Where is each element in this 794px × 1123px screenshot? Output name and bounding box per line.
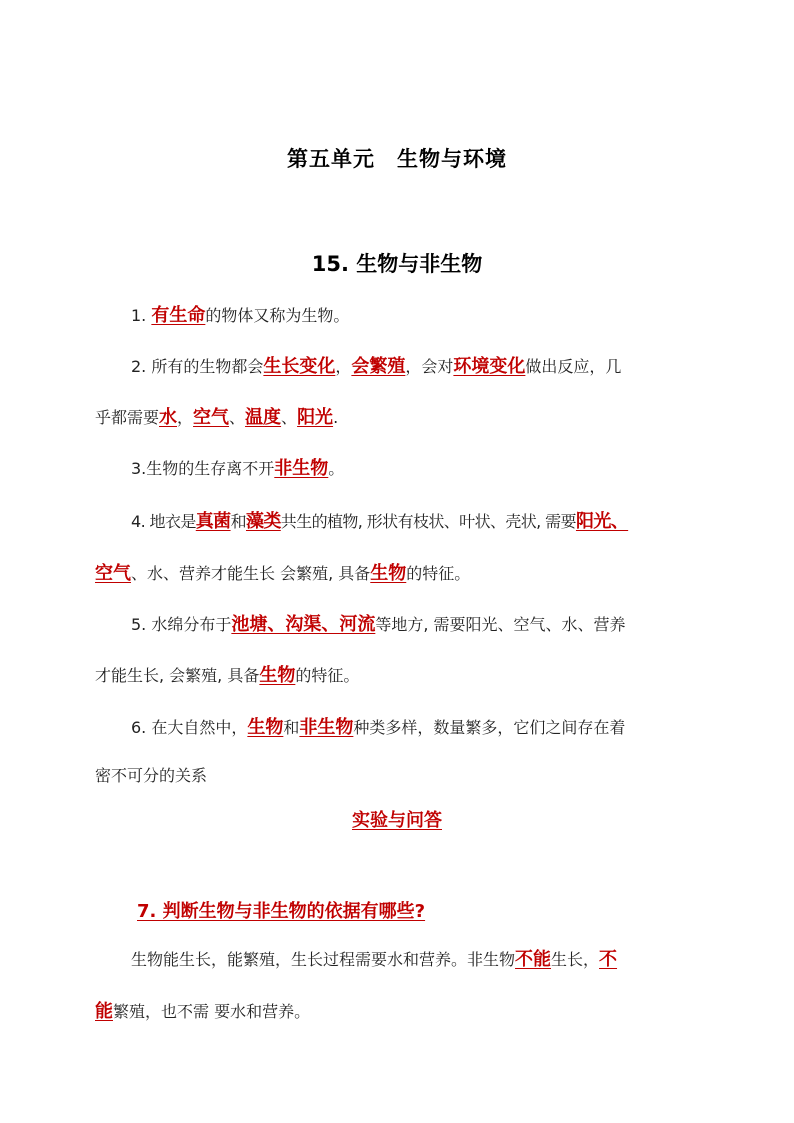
text: ， bbox=[177, 408, 194, 427]
answer-blank: 非生物 bbox=[274, 458, 329, 479]
text: 、 bbox=[229, 408, 246, 427]
answer-line-2 bbox=[95, 1000, 310, 1024]
text: 3.生物的生存离不开 bbox=[131, 459, 275, 478]
answer-line-1 bbox=[131, 948, 617, 972]
unit-title bbox=[0, 143, 794, 173]
section-heading: 实验与问答 bbox=[352, 810, 442, 831]
answer-blank: 环境变化 bbox=[453, 356, 526, 377]
text: 生长， bbox=[551, 950, 600, 969]
answer-blank: 藻类 bbox=[245, 511, 281, 532]
text: 2. 所有的生物都会 bbox=[131, 357, 264, 376]
text: 密不可分的关系 bbox=[95, 766, 208, 785]
item-1 bbox=[131, 304, 349, 328]
text: 做出反应，几 bbox=[525, 357, 622, 376]
item-6-cont bbox=[95, 764, 207, 788]
text: 繁殖，也不需 要水和营养。 bbox=[113, 1002, 311, 1021]
text: 、水、营养才能生长 会繁殖, 具备 bbox=[131, 564, 371, 583]
text: 的特征。 bbox=[406, 564, 471, 583]
item-6 bbox=[131, 716, 625, 740]
text: 才能生长, 会繁殖, 具备 bbox=[95, 666, 260, 685]
text: 5. 水绵分布于 bbox=[131, 615, 232, 634]
item-2-cont bbox=[95, 406, 338, 430]
answer-blank: 生物 bbox=[247, 717, 284, 738]
text: 共生的植物, 形状有枝状、叶状、壳状, 需要 bbox=[280, 512, 576, 531]
answer-blank: 空气 bbox=[95, 563, 131, 584]
text: 和 bbox=[230, 512, 246, 531]
answer-blank: 非生物 bbox=[299, 717, 354, 738]
text: 6. 在大自然中， bbox=[131, 718, 248, 737]
text: 种类多样，数量繁多，它们之间存在着 bbox=[353, 718, 626, 737]
text: 生物能生长，能繁殖，生长过程需要水和营养。非生物 bbox=[131, 950, 516, 969]
answer-blank: 生长变化 bbox=[263, 356, 336, 377]
item-3 bbox=[131, 457, 344, 481]
text: ，会对 bbox=[405, 357, 454, 376]
text: 乎都需要 bbox=[95, 408, 160, 427]
lesson-title: 15. 生物与非生物 bbox=[311, 252, 483, 276]
text: 的特征。 bbox=[295, 666, 360, 685]
item-4-cont bbox=[95, 562, 470, 586]
item-5-cont bbox=[95, 664, 359, 688]
text: 和 bbox=[283, 718, 300, 737]
text: 、 bbox=[281, 408, 298, 427]
answer-blank: 水 bbox=[159, 407, 178, 428]
unit-name: 生物与环境 bbox=[397, 147, 507, 171]
question-7: 7. 判断生物与非生物的依据有哪些? bbox=[137, 901, 426, 922]
answer-blank: 温度 bbox=[245, 407, 282, 428]
answer-blank: 真菌 bbox=[195, 511, 231, 532]
text: ， bbox=[335, 357, 352, 376]
text: 4. 地衣是 bbox=[131, 512, 196, 531]
answer-blank: 能 bbox=[95, 1001, 113, 1022]
answer-blank: 不 bbox=[599, 949, 618, 970]
text: 等地方, 需要阳光、空气、水、营养 bbox=[375, 615, 626, 634]
item-2 bbox=[131, 355, 621, 379]
answer-blank: 有生命 bbox=[151, 305, 206, 326]
text: 。 bbox=[328, 459, 345, 478]
text: 1. bbox=[131, 306, 152, 325]
answer-blank: 池塘、沟渠、河流 bbox=[231, 614, 376, 635]
answer-blank: 阳光 bbox=[297, 407, 334, 428]
answer-blank: 阳光、 bbox=[575, 511, 629, 532]
text: . bbox=[333, 408, 339, 427]
answer-blank: 生物 bbox=[370, 563, 407, 584]
text: 的物体又称为生物。 bbox=[205, 306, 350, 325]
item-4 bbox=[131, 510, 628, 534]
answer-blank: 空气 bbox=[193, 407, 230, 428]
answer-blank: 不能 bbox=[515, 949, 552, 970]
unit-number: 第五单元 bbox=[287, 147, 375, 171]
answer-blank: 生物 bbox=[259, 665, 296, 686]
item-5 bbox=[131, 613, 626, 637]
answer-blank: 会繁殖 bbox=[351, 356, 406, 377]
